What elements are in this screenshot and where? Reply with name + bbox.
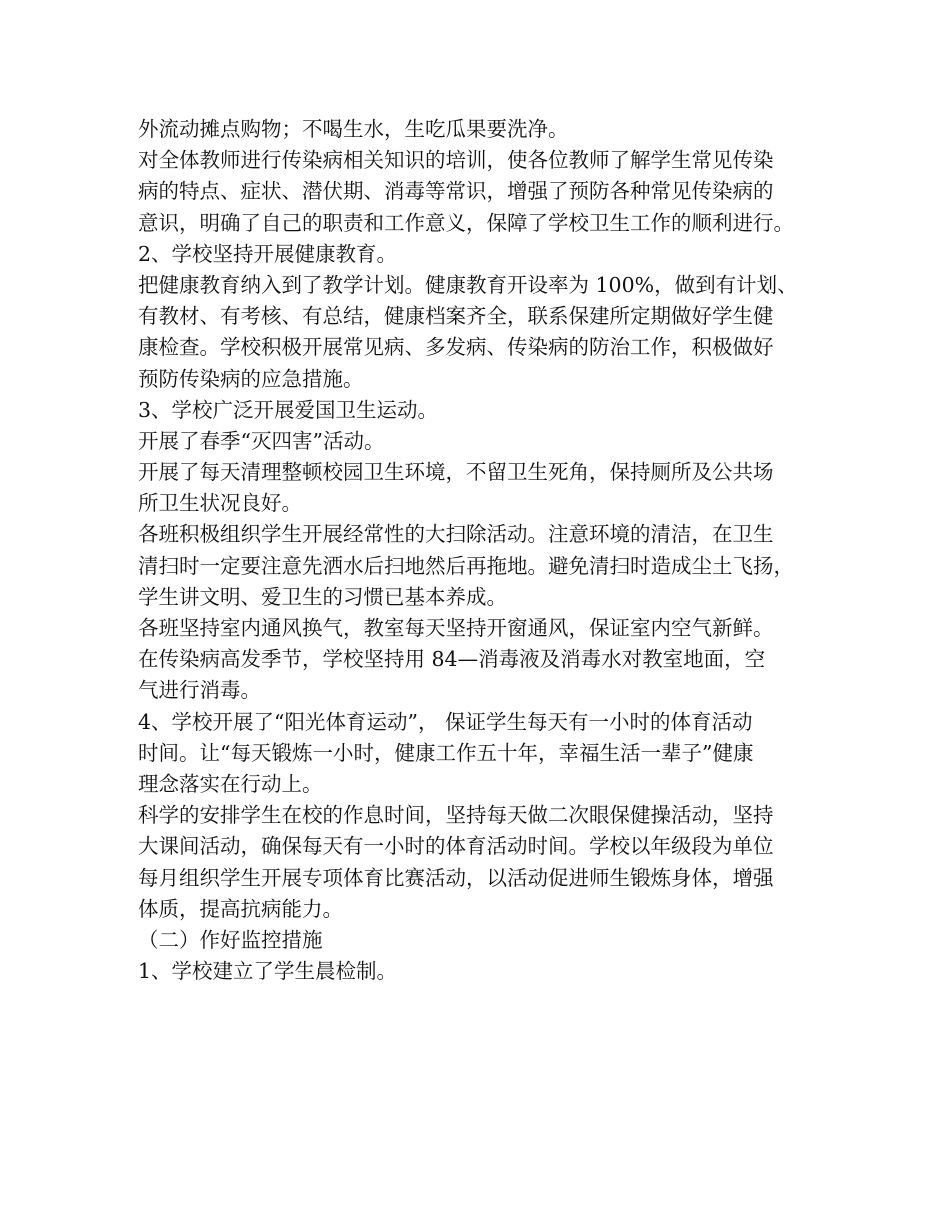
- text-line: 科学的安排学生在校的作息时间，坚持每天做二次眼保健操活动，坚持: [138, 803, 774, 828]
- text-line: 在传染病高发季节，学校坚持用 84—消毒液及消毒水对教室地面，空: [138, 647, 766, 672]
- text-line: 各班坚持室内通风换气，教室每天坚持开窗通风，保证室内空气新鲜。: [138, 616, 774, 640]
- text-line: 气进行消毒。: [138, 678, 261, 703]
- text-line: 有教材、有考核、有总结，健康档案齐全，联系保建所定期做好学生健: [138, 304, 774, 329]
- text-line: 时间。让“每天锻炼一小时，健康工作五十年，幸福生活一辈子”健康: [138, 740, 754, 765]
- section-heading: 1、学校建立了学生晨检制。: [138, 959, 398, 984]
- text-line: 康检查。学校积极开展常见病、多发病、传染病的防治工作，积极做好: [138, 335, 774, 360]
- text-line: 理念落实在行动上。: [138, 771, 323, 796]
- text-line: 对全体教师进行传染病相关知识的培训，使各位教师了解学生常见传染: [138, 148, 774, 173]
- text-line: 预防传染病的应急措施。: [138, 366, 364, 391]
- text-line: 大课间活动，确保每天有一小时的体育活动时间。学校以年级段为单位: [138, 834, 774, 859]
- document-body: [138, 114, 828, 987]
- text-line: 学生讲文明、爱卫生的习惯已基本养成。: [138, 584, 507, 609]
- text-line: 开展了每天清理整顿校园卫生环境，不留卫生死角，保持厕所及公共场: [138, 460, 774, 485]
- text-line: 开展了春季“灭四害”活动。: [138, 428, 385, 453]
- text-line: 意识，明确了自己的职责和工作意义，保障了学校卫生工作的顺利进行。: [138, 210, 794, 235]
- text-line: 所卫生状况良好。: [138, 491, 302, 516]
- subsection-heading: （二）作好监控措施: [138, 927, 323, 952]
- section-heading: 4、学校开展了“阳光体育运动”， 保证学生每天有一小时的体育活动: [138, 709, 753, 734]
- section-heading: 2、学校坚持开展健康教育。: [138, 241, 398, 266]
- text-line: 病的特点、症状、潜伏期、消毒等常识，增强了预防各种常见传染病的: [138, 179, 774, 204]
- text-line: 把健康教育纳入到了教学计划。健康教育开设率为 100%，做到有计划、: [138, 272, 798, 297]
- section-heading: 3、学校广泛开展爱国卫生运动。: [138, 397, 439, 422]
- text-line: 体质，提高抗病能力。: [138, 896, 343, 921]
- text-line: 清扫时一定要注意先洒水后扫地然后再拖地。避免清扫时造成尘土飞扬，: [138, 553, 794, 578]
- text-line: 每月组织学生开展专项体育比赛活动，以活动促进师生锻炼身体，增强: [138, 865, 774, 890]
- text-line: 外流动摊点购物；不喝生水，生吃瓜果要洗净。: [138, 117, 569, 141]
- text-line: 各班积极组织学生开展经常性的大扫除活动。注意环境的清洁，在卫生: [138, 522, 774, 547]
